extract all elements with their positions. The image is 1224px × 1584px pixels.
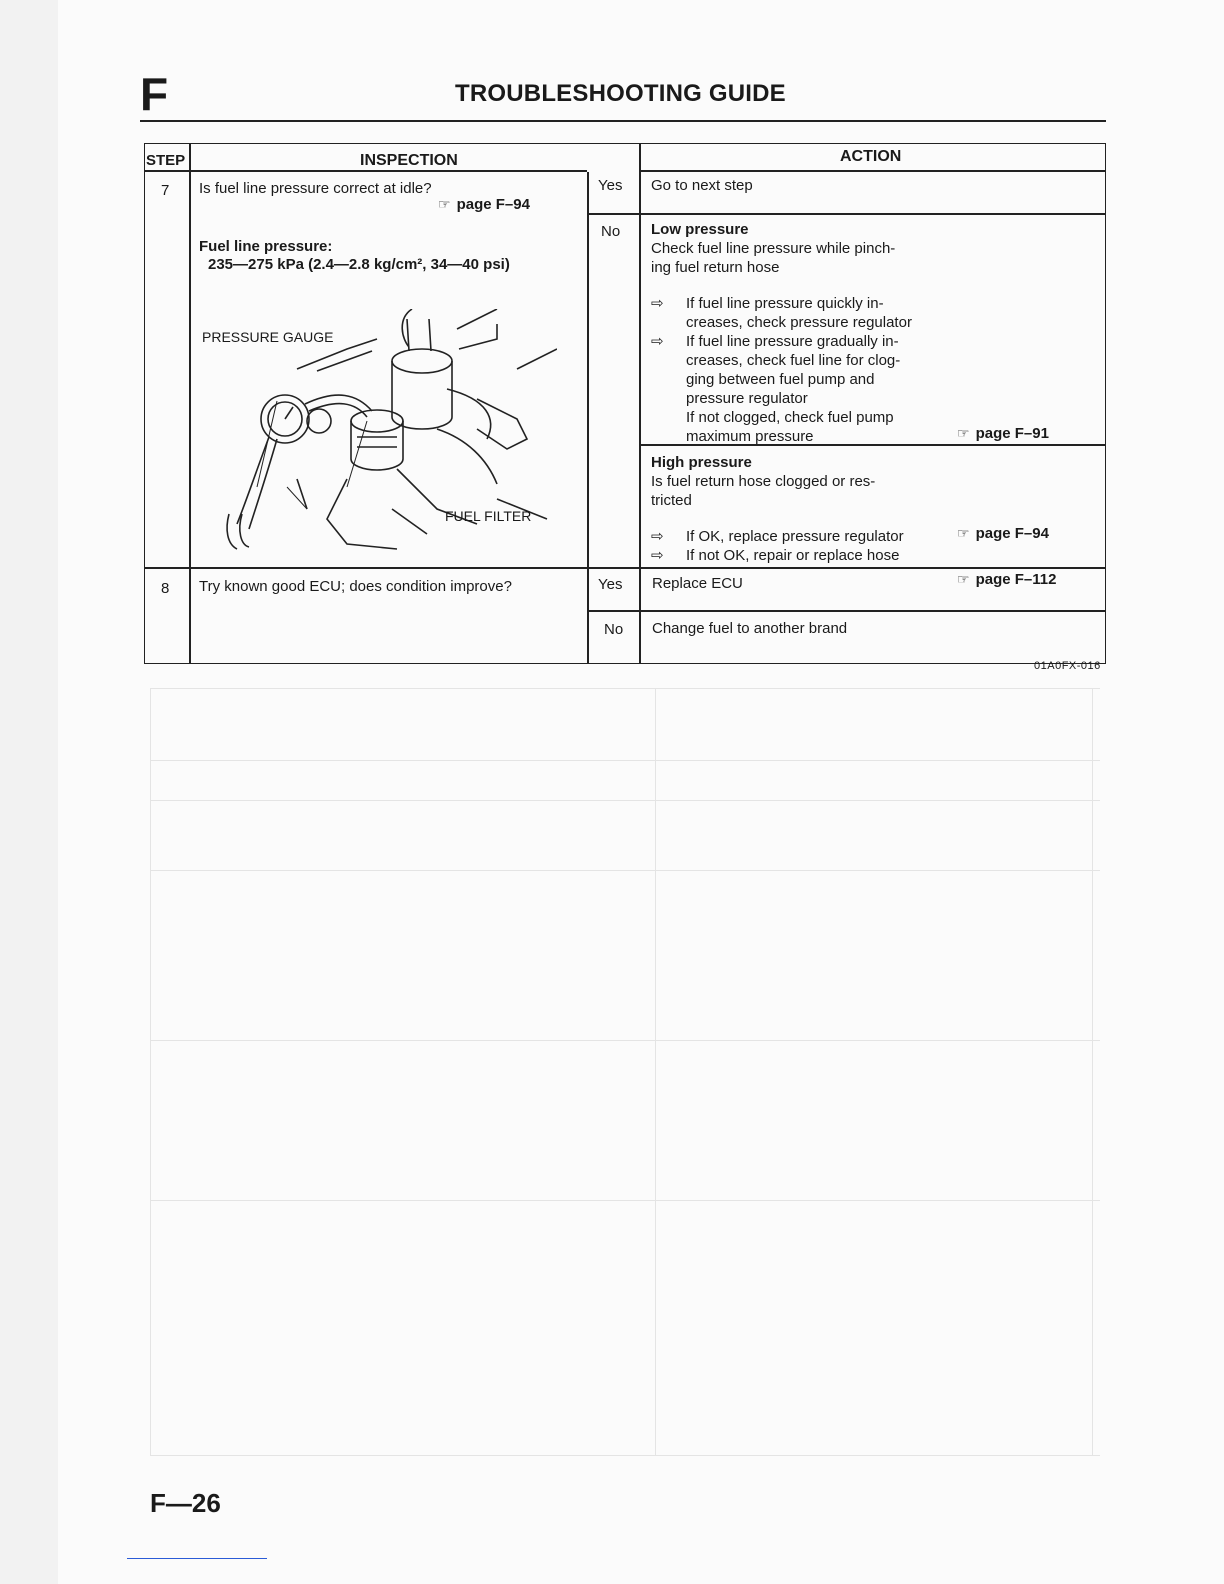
troubleshooting-table [144, 143, 1106, 664]
pointing-hand-icon: ☞ [957, 425, 970, 441]
row-divider-7-yes-no [587, 213, 1105, 215]
page-number: F—26 [150, 1488, 221, 1518]
bleed-through-line [150, 1200, 1100, 1201]
low-pressure-ref [957, 425, 1049, 442]
step-number-7: 7 [161, 182, 170, 199]
answer-yes-8: Yes [598, 576, 623, 593]
spec-value: 235—275 kPa (2.4—2.8 kg/cm², 34—40 psi) [208, 256, 510, 273]
header-divider-action [639, 170, 1105, 172]
spec-label: Fuel line pressure: [199, 238, 333, 255]
bleed-through-line [150, 1455, 1100, 1456]
high-pressure-title: High pressure [651, 454, 752, 471]
arrow-icon: ⇨ [651, 547, 664, 564]
row-divider-8-yes-no [587, 610, 1105, 612]
step-number-8: 8 [161, 580, 170, 597]
bleed-through-line [150, 760, 1100, 761]
footer-line [127, 1558, 267, 1559]
inspection-ref-7 [438, 196, 530, 213]
answer-yes-7: Yes [598, 177, 623, 194]
low-bullet2-line2: creases, check fuel line for clog- [686, 352, 901, 369]
low-pressure-text-1: Check fuel line pressure while pinch- [651, 240, 896, 257]
section-letter: F [140, 68, 169, 120]
high-pressure-text-2: tricted [651, 492, 692, 509]
action-change-fuel: Change fuel to another brand [652, 620, 848, 637]
low-pressure-text-2: ing fuel return hose [651, 259, 780, 276]
arrow-icon: ⇨ [651, 295, 664, 312]
high-bullet2: If not OK, repair or replace hose [686, 547, 900, 564]
page-reference: page F–112 [975, 571, 1057, 588]
pointing-hand-icon: ☞ [957, 571, 970, 587]
high-bullet1: If OK, replace pressure regulator [686, 528, 904, 545]
arrow-icon: ⇨ [651, 528, 664, 545]
high-pressure-ref [957, 525, 1049, 542]
bleed-through-line [150, 1040, 1100, 1041]
arrow-icon: ⇨ [651, 333, 664, 350]
column-divider-step [189, 144, 191, 663]
action-replace-ecu: Replace ECU [652, 575, 743, 592]
replace-ecu-ref [957, 571, 1056, 588]
low-bullet2-line6: maximum pressure [686, 428, 814, 445]
page-edge-shadow [0, 0, 58, 1584]
figure-code: 01A0FX-016 [1034, 660, 1101, 672]
bleed-through-line [150, 800, 1100, 801]
bleed-through-line [150, 688, 1100, 689]
row-divider-step-7-8 [145, 567, 1105, 569]
page-reference: page F–94 [456, 196, 530, 213]
inspection-question-8: Try known good ECU; does condition improve? [199, 578, 512, 595]
low-bullet2-line4: pressure regulator [686, 390, 808, 407]
page-title: TROUBLESHOOTING GUIDE [455, 80, 786, 107]
column-divider-answer-left [587, 172, 589, 663]
bleed-through-line [150, 870, 1100, 871]
header-rule [140, 120, 1106, 122]
label-fuel-filter: FUEL FILTER [445, 508, 532, 524]
label-pressure-gauge: PRESSURE GAUGE [202, 329, 334, 345]
high-pressure-text-1: Is fuel return hose clogged or res- [651, 473, 876, 490]
bleed-through-line [150, 688, 151, 1455]
column-header-inspection: INSPECTION [360, 152, 458, 169]
action-go-next-step: Go to next step [651, 177, 753, 194]
answer-no-8: No [604, 621, 624, 638]
page-reference: page F–91 [975, 425, 1049, 442]
low-bullet2-line5: If not clogged, check fuel pump [686, 409, 894, 426]
column-header-step: STEP [146, 152, 186, 169]
column-header-action: ACTION [840, 148, 902, 165]
bleed-through-line [1092, 688, 1093, 1455]
page-reference: page F–94 [975, 525, 1049, 542]
low-bullet2-line1: If fuel line pressure gradually in- [686, 333, 899, 350]
low-bullet1-line1: If fuel line pressure quickly in- [686, 295, 884, 312]
answer-no-7: No [601, 223, 621, 240]
low-bullet2-line3: ging between fuel pump and [686, 371, 875, 388]
bleed-through-line [655, 688, 656, 1455]
pointing-hand-icon: ☞ [957, 525, 970, 541]
low-pressure-title: Low pressure [651, 221, 749, 238]
inspection-question-7: Is fuel line pressure correct at idle? [199, 180, 432, 197]
low-bullet1-line2: creases, check pressure regulator [686, 314, 912, 331]
header-divider [145, 170, 587, 172]
column-divider-action [639, 144, 641, 663]
pointing-hand-icon: ☞ [438, 196, 451, 212]
